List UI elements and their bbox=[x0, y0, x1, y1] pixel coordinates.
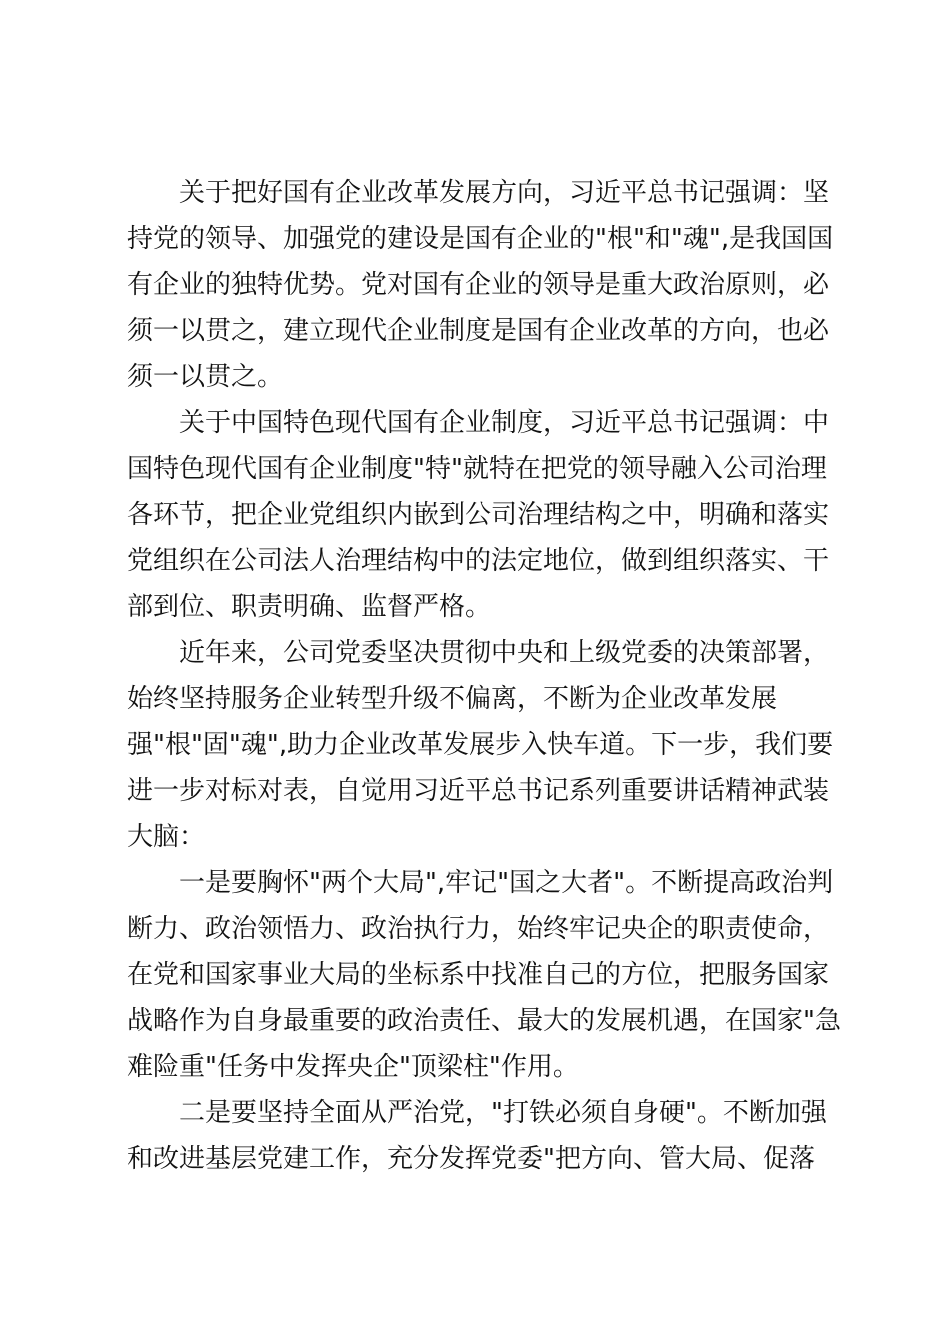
text-line: 持党的领导、加强党的建设是国有企业的"根"和"魂",是我国国 bbox=[127, 224, 834, 254]
text-line: 各环节，把企业党组织内嵌到公司治理结构之中，明确和落实 bbox=[127, 500, 830, 530]
text-line: 一是要胸怀"两个大局",牢记"国之大者"。不断提高政治判 bbox=[179, 868, 834, 898]
text-line: 断力、政治领悟力、政治执行力，始终牢记央企的职责使命， bbox=[127, 914, 830, 944]
text-line: 关于中国特色现代国有企业制度，习近平总书记强调：中 bbox=[179, 408, 830, 438]
text-line: 强"根"固"魂",助力企业改革发展步入快车道。下一步，我们要 bbox=[127, 730, 834, 760]
text-line: 战略作为自身最重要的政治责任、最大的发展机遇，在国家"急 bbox=[127, 1006, 841, 1036]
text-line: 始终坚持服务企业转型升级不偏离，不断为企业改革发展 bbox=[127, 684, 778, 714]
paragraph-reform-direction bbox=[127, 170, 834, 400]
text-line: 须一以贯之。 bbox=[127, 362, 284, 392]
document-body bbox=[127, 170, 841, 1182]
text-line: 在党和国家事业大局的坐标系中找准自己的方位，把服务国家 bbox=[127, 960, 830, 990]
text-line: 大脑： bbox=[127, 822, 206, 852]
paragraph-recent-years bbox=[127, 630, 834, 860]
text-line: 须一以贯之，建立现代企业制度是国有企业改革的方向，也必 bbox=[127, 316, 830, 346]
paragraph-point-one bbox=[127, 860, 841, 1090]
text-line: 部到位、职责明确、监督严格。 bbox=[127, 592, 492, 622]
text-line: 难险重"任务中发挥央企"顶梁柱"作用。 bbox=[127, 1052, 579, 1082]
text-line: 和改进基层党建工作，充分发挥党委"把方向、管大局、促落 bbox=[127, 1144, 815, 1174]
text-line: 关于把好国有企业改革发展方向，习近平总书记强调：坚 bbox=[179, 178, 830, 208]
text-line: 二是要坚持全面从严治党，"打铁必须自身硬"。不断加强 bbox=[179, 1098, 827, 1128]
paragraph-point-two bbox=[127, 1090, 827, 1182]
paragraph-enterprise-system bbox=[127, 400, 830, 630]
text-line: 国特色现代国有企业制度"特"就特在把党的领导融入公司治理 bbox=[127, 454, 827, 484]
text-line: 党组织在公司法人治理结构中的法定地位，做到组织落实、干 bbox=[127, 546, 830, 576]
text-line: 近年来，公司党委坚决贯彻中央和上级党委的决策部署， bbox=[179, 638, 830, 668]
text-line: 进一步对标对表，自觉用习近平总书记系列重要讲话精神武装 bbox=[127, 776, 830, 806]
text-line: 有企业的独特优势。党对国有企业的领导是重大政治原则，必 bbox=[127, 270, 830, 300]
